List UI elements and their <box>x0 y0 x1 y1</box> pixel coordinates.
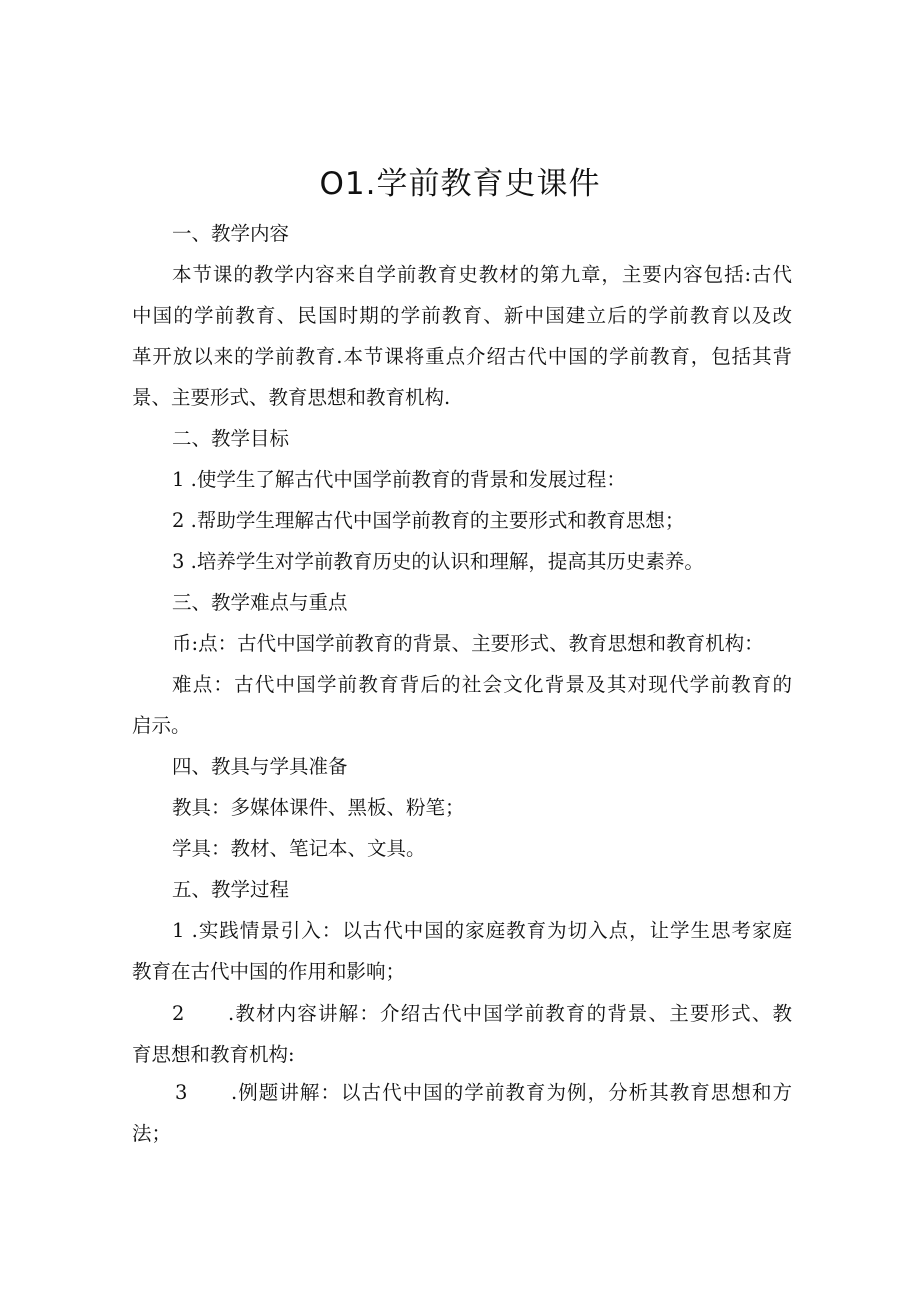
content-paragraph-line-3: 革开放以来的学前教育.本节课将重点介绍古代中国的学前教育，包括其背 <box>132 345 792 368</box>
learning-tools-line: 学具：教材、笔记本、文具。 <box>172 837 426 860</box>
content-paragraph-line-2: 中国的学前教育、民国时期的学前教育、新中国建立后的学前教育以及改 <box>132 304 792 327</box>
process-text-2: .教材内容讲解：介绍古代中国学前教育的背景、主要形式、教 <box>228 1002 792 1025</box>
process-item-1-line-1 <box>172 917 792 945</box>
page-title: O1.学前教育史课件 <box>319 166 601 202</box>
process-item-1-line-2: 教育在古代中国的作用和影响； <box>132 960 406 983</box>
process-item-3-line-1 <box>175 1079 792 1107</box>
teaching-tools-line: 教具：多媒体课件、黑板、粉笔； <box>172 796 465 819</box>
objective-number-3: 3 <box>172 550 185 573</box>
objective-number-1: 1 <box>172 468 185 491</box>
process-item-2-line-1 <box>172 1000 792 1028</box>
process-text-1: .实践情景引入：以古代中国的家庭教育为切入点，让学生思考家庭 <box>191 919 793 942</box>
objective-text-1: .使学生了解古代中国学前教育的背景和发展过程： <box>190 468 626 491</box>
difficulty-line-2: 启示。 <box>132 714 191 737</box>
objective-text-3: .培养学生对学前教育历史的认识和理解，提高其历史素养。 <box>190 550 704 573</box>
objective-item-1 <box>172 466 792 494</box>
process-item-2-line-2: 育思想和教育机构: <box>132 1043 295 1066</box>
content-paragraph-line-1: 本节课的教学内容来自学前教育史教材的第九章，主要内容包括:古代 <box>172 263 792 286</box>
objective-item-2 <box>172 507 792 535</box>
key-point-line: 币:点：古代中国学前教育的背景、主要形式、教育思想和教育机构： <box>172 632 764 655</box>
process-item-3-line-2: 法； <box>132 1122 172 1145</box>
objective-item-3 <box>172 548 792 576</box>
section-heading-content: 一、教学内容 <box>172 222 290 245</box>
section-heading-tools: 四、教具与学具准备 <box>172 755 348 778</box>
process-text-3: .例题讲解：以古代中国的学前教育为例，分析其教育思想和方 <box>231 1081 792 1104</box>
content-paragraph-line-4: 景、主要形式、教育思想和教育机构. <box>132 386 451 409</box>
section-heading-process: 五、教学过程 <box>172 878 290 901</box>
process-number-3: 3 <box>175 1081 188 1104</box>
objective-text-2: .帮助学生理解古代中国学前教育的主要形式和教育思想； <box>190 509 685 532</box>
objective-number-2: 2 <box>172 509 185 532</box>
process-number-1: 1 <box>172 919 185 942</box>
section-heading-objectives: 二、教学目标 <box>172 427 290 450</box>
difficulty-line-1: 难点：古代中国学前教育背后的社会文化背景及其对现代学前教育的 <box>172 673 792 696</box>
section-heading-difficulty: 三、教学难点与重点 <box>172 591 348 614</box>
process-number-2: 2 <box>172 1002 185 1025</box>
